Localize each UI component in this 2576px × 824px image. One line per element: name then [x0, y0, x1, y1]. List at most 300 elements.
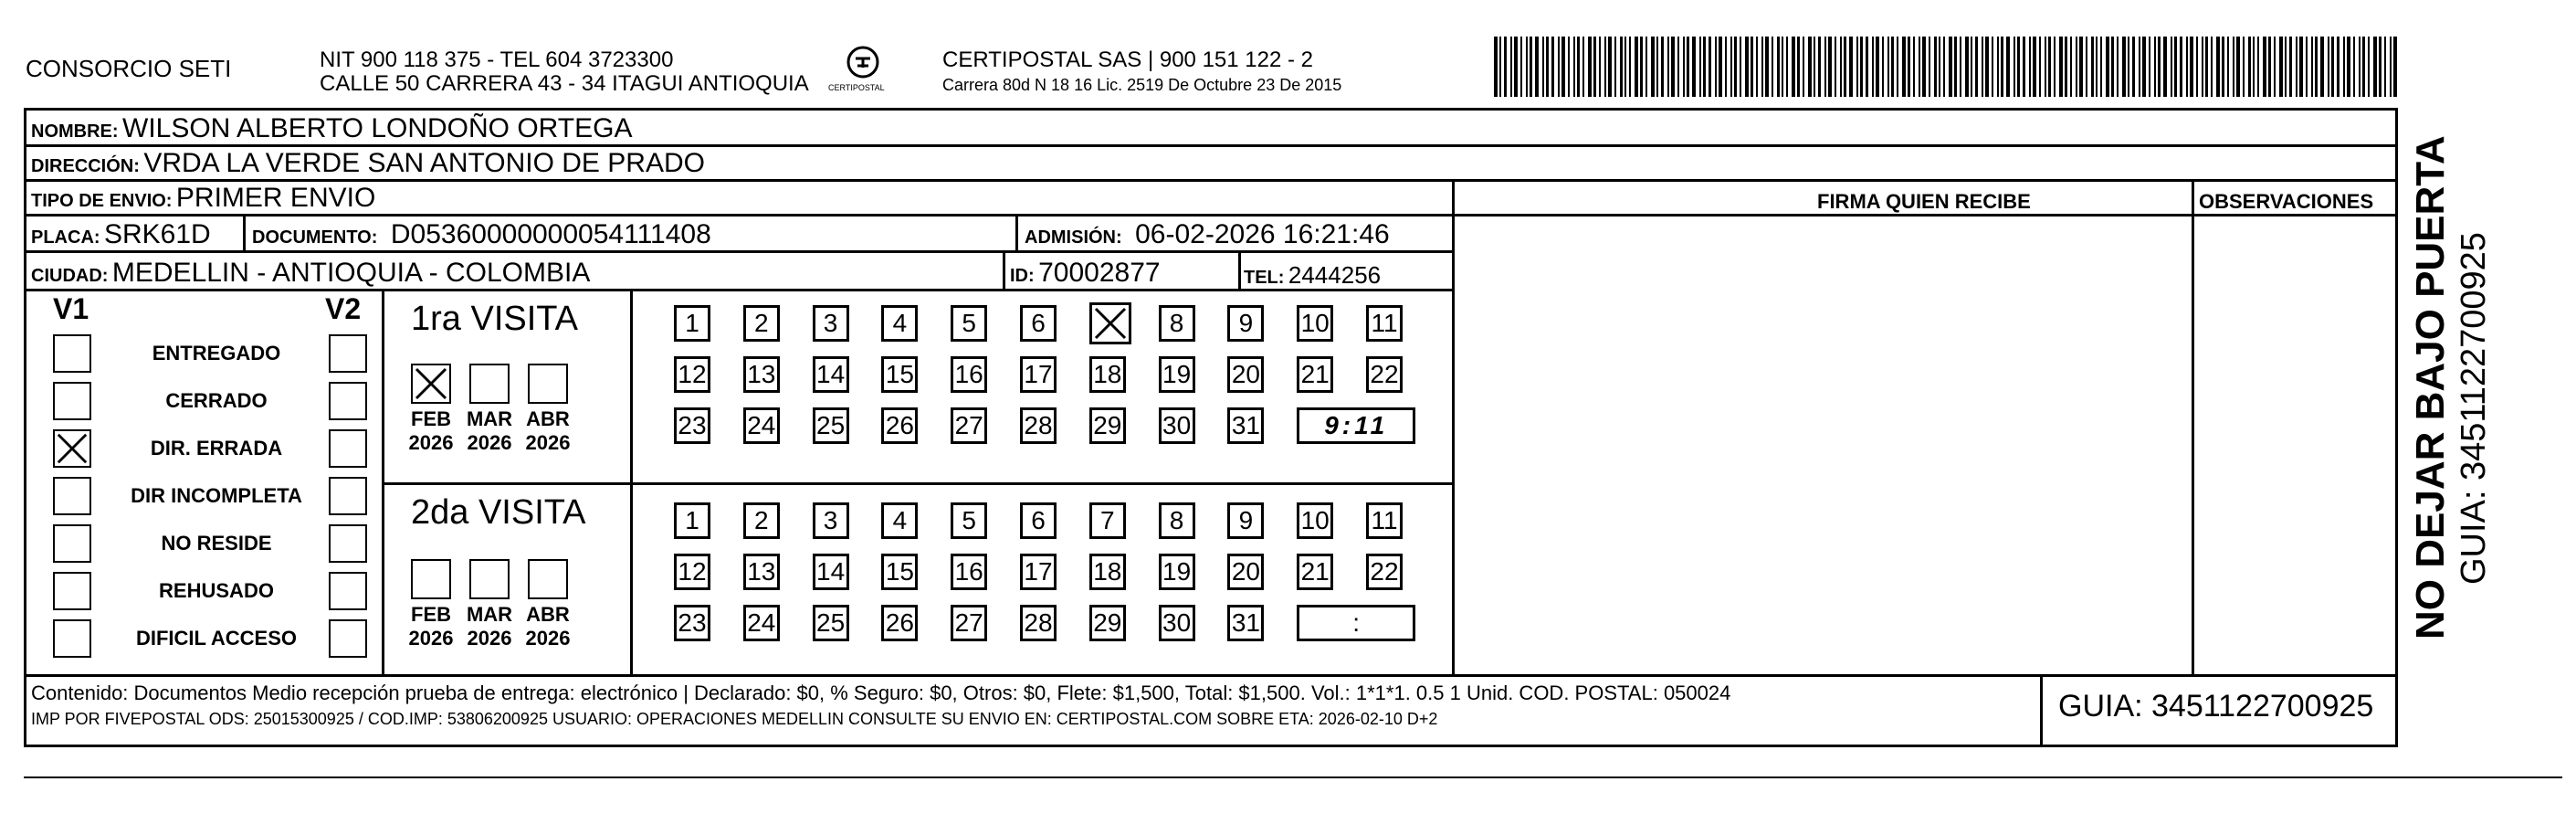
month-checkbox[interactable]	[411, 364, 451, 404]
firma-header: FIRMA QUIEN RECIBE	[1817, 190, 2031, 213]
barcode-bar	[1593, 37, 1596, 97]
barcode-bar	[2132, 37, 2135, 97]
placa-field: PLACA: SRK61D	[31, 219, 211, 249]
barcode-bar	[1656, 37, 1658, 97]
direccion-value: VRDA LA VERDE SAN ANTONIO DE PRADO	[143, 148, 705, 178]
v1-checkbox[interactable]	[53, 619, 91, 658]
certipostal-logo-icon	[826, 44, 899, 95]
barcode-bar	[2054, 37, 2056, 97]
barcode-bar	[2263, 37, 2266, 97]
barcode-bar	[2233, 37, 2234, 97]
barcode-bar	[2331, 37, 2334, 97]
barcode-bar	[2001, 37, 2003, 97]
barcode-bar	[1604, 37, 1606, 97]
barcode-bar	[1494, 37, 1498, 97]
barcode-bar	[2236, 37, 2240, 97]
time-box[interactable]	[1297, 407, 1415, 444]
barcode-bar	[2076, 37, 2077, 97]
day-box[interactable]: 25	[813, 605, 849, 641]
barcode-bar	[2306, 37, 2308, 97]
barcode-bar	[1860, 37, 1863, 97]
barcode-bar	[2320, 37, 2324, 97]
barcode-bar	[2279, 37, 2283, 97]
day-box[interactable]: 11	[1366, 502, 1403, 539]
v1-checkbox[interactable]	[53, 334, 91, 373]
barcode-bar	[1558, 37, 1560, 97]
barcode-bar	[2353, 37, 2355, 97]
barcode-bar	[1814, 37, 1815, 97]
id-value: 70002877	[1038, 258, 1161, 288]
guia-footer: GUIA: 3451122700925	[2058, 689, 2374, 724]
v2-checkbox[interactable]	[329, 619, 367, 658]
day-box[interactable]: 21	[1297, 356, 1333, 393]
v1-checkbox[interactable]	[53, 477, 91, 515]
barcode-bar	[1777, 37, 1780, 97]
barcode-bar	[2154, 37, 2156, 97]
tel-value: 2444256	[1288, 261, 1382, 289]
day-box[interactable]: 24	[743, 407, 780, 444]
v1-checkbox[interactable]	[53, 572, 91, 610]
day-box[interactable]: 26	[881, 407, 918, 444]
day-box[interactable]: 18	[1089, 554, 1126, 590]
barcode-bar	[1530, 37, 1532, 97]
barcode-bar	[1551, 37, 1554, 97]
barcode-bar	[2142, 37, 2146, 97]
barcode-bar	[2070, 37, 2072, 97]
barcode-bar	[2216, 37, 2220, 97]
barcode-bar	[1828, 37, 1832, 97]
day-box[interactable]: 28	[1020, 605, 1057, 641]
barcode-bar	[2171, 37, 2172, 97]
barcode-bar	[1677, 37, 1679, 97]
barcode-bar	[2359, 37, 2360, 97]
barcode-bar	[2202, 37, 2203, 97]
nombre-field: NOMBRE: WILSON ALBERTO LONDOÑO ORTEGA	[31, 113, 633, 143]
ciudad-field: CIUDAD: MEDELLIN - ANTIOQUIA - COLOMBIA	[31, 258, 591, 288]
barcode-bar	[2211, 37, 2213, 97]
barcode-bar	[1504, 37, 1507, 97]
barcode-bar	[1975, 37, 1978, 97]
day-box[interactable]: 29	[1089, 605, 1126, 641]
barcode-bar	[2190, 37, 2193, 97]
day-box[interactable]: 10	[1297, 502, 1333, 539]
barcode-bar	[1856, 37, 1858, 97]
barcode-bar	[2013, 37, 2015, 97]
barcode-bar	[2180, 37, 2182, 97]
barcode-bar	[2079, 37, 2083, 97]
day-box[interactable]: 13	[743, 356, 780, 393]
day-box[interactable]: 25	[813, 407, 849, 444]
barcode-bar	[2091, 37, 2094, 97]
barcode-bar	[2315, 37, 2318, 97]
visita2-title: 2da VISITA	[411, 493, 586, 532]
documento-value: D05360000000054111408	[390, 219, 711, 249]
barcode-bar	[1934, 37, 1937, 97]
status-label: DIR. ERRADA	[150, 437, 283, 460]
barcode-bar	[1573, 37, 1575, 97]
day-box[interactable]: 27	[951, 605, 987, 641]
barcode-bar	[1568, 37, 1570, 97]
day-box[interactable]: 4	[881, 305, 918, 342]
barcode-bar	[1891, 37, 1894, 97]
barcode-bar	[2285, 37, 2287, 97]
barcode-bar	[1745, 37, 1749, 97]
id-field: ID: 70002877	[1010, 258, 1161, 288]
barcode-bar	[1614, 37, 1616, 97]
courier-line: CERTIPOSTAL SAS | 900 151 122 - 2	[942, 48, 1313, 72]
barcode-bar	[1542, 37, 1544, 97]
v2-checkbox[interactable]	[329, 524, 367, 563]
barcode-bar	[1840, 37, 1842, 97]
day-box[interactable]: 10	[1297, 305, 1333, 342]
barcode-bar	[1887, 37, 1889, 97]
barcode-bar	[1756, 37, 1758, 97]
barcode-bar	[2390, 37, 2392, 97]
day-box[interactable]: 3	[813, 502, 849, 539]
barcode-bar	[2196, 37, 2198, 97]
month-checkbox[interactable]	[469, 364, 510, 404]
day-box[interactable]: 28	[1020, 407, 1057, 444]
day-box[interactable]: 27	[951, 407, 987, 444]
barcode-bar	[1582, 37, 1584, 97]
barcode-bar	[2111, 37, 2114, 97]
barcode-bar	[1929, 37, 1930, 97]
v2-checkbox[interactable]	[329, 572, 367, 610]
day-box[interactable]	[1089, 302, 1131, 344]
barcode-bar	[2227, 37, 2229, 97]
barcode-bar	[1751, 37, 1753, 97]
barcode-bar	[2059, 37, 2063, 97]
day-box[interactable]: 7	[1089, 502, 1126, 539]
day-box[interactable]: 22	[1366, 356, 1403, 393]
barcode-bar	[2248, 37, 2251, 97]
barcode-bar	[2299, 37, 2303, 97]
barcode-bar	[2100, 37, 2102, 97]
barcode-bar	[1608, 37, 1612, 97]
barcode-bar	[2368, 37, 2370, 97]
barcode-bar	[1687, 37, 1689, 97]
day-box[interactable]: 19	[1159, 554, 1195, 590]
day-box[interactable]: 2	[743, 305, 780, 342]
day-box[interactable]: 15	[881, 554, 918, 590]
admision-value: 06-02-2026 16:21:46	[1135, 219, 1390, 249]
company-name: CONSORCIO SETI	[26, 55, 232, 82]
tipo-value: PRIMER ENVIO	[175, 183, 376, 213]
day-box[interactable]: 31	[1227, 605, 1264, 641]
barcode-bar	[1965, 37, 1969, 97]
barcode-bar	[1765, 37, 1769, 97]
day-box[interactable]: 12	[674, 356, 710, 393]
status-label: CERRADO	[165, 389, 268, 412]
barcode-bar	[2328, 37, 2329, 97]
barcode-bar	[1866, 37, 1868, 97]
day-box[interactable]: 2	[743, 502, 780, 539]
month-label: MAR 2026	[466, 603, 513, 650]
barcode-bar	[1703, 37, 1706, 97]
day-box[interactable]: 9	[1227, 502, 1264, 539]
direccion-field: DIRECCIÓN: VRDA LA VERDE SAN ANTONIO DE PRADO	[31, 148, 705, 178]
check-x-icon	[55, 431, 89, 466]
day-box[interactable]: 8	[1159, 502, 1195, 539]
time-value: 9:11	[1324, 411, 1389, 439]
v2-checkbox[interactable]	[329, 477, 367, 515]
barcode-bar	[2139, 37, 2140, 97]
barcode-bar	[2362, 37, 2365, 97]
day-box[interactable]: 20	[1227, 356, 1264, 393]
barcode-bar	[1882, 37, 1884, 97]
day-box[interactable]: 14	[813, 356, 849, 393]
day-box[interactable]: 22	[1366, 554, 1403, 590]
barcode-bar	[1772, 37, 1773, 97]
barcode-bar	[1671, 37, 1675, 97]
barcode-bar	[1897, 37, 1898, 97]
day-box[interactable]: 5	[951, 305, 987, 342]
bottom-rule	[24, 776, 2562, 778]
barcode-bar	[1520, 37, 1522, 97]
day-box[interactable]: 13	[743, 554, 780, 590]
barcode-bar	[2186, 37, 2188, 97]
barcode-bar	[1913, 37, 1915, 97]
contenido-text: Contenido: Documentos Medio recepción prueba de entrega: electrónico | Declarado: $0, % Seguro: $0, Otros: $0, Flete: $1,500, Total: $1,500. Vol.: 1*1*1. 0.5 1 Unid. COD. POSTAL: 050024	[31, 681, 1731, 704]
v2-checkbox[interactable]	[329, 334, 367, 373]
barcode-bar	[1761, 37, 1763, 97]
day-box[interactable]: 12	[674, 554, 710, 590]
barcode-bar	[2039, 37, 2041, 97]
barcode-bar	[2253, 37, 2255, 97]
check-x-icon	[1092, 305, 1129, 342]
barcode-bar	[1620, 37, 1623, 97]
barcode-bar	[1985, 37, 1989, 97]
barcode-bar	[1954, 37, 1957, 97]
status-label: NO RESIDE	[161, 532, 272, 555]
logo-caption: CERTIPOSTAL	[828, 83, 885, 92]
barcode-bar	[1992, 37, 1993, 97]
month-checkbox[interactable]	[528, 364, 568, 404]
day-box[interactable]: 23	[674, 605, 710, 641]
check-x-icon	[413, 365, 449, 402]
barcode-bar	[1683, 37, 1685, 97]
barcode-bar	[2268, 37, 2271, 97]
day-box[interactable]: 29	[1089, 407, 1126, 444]
barcode-bar	[1922, 37, 1926, 97]
month-checkbox[interactable]	[528, 559, 568, 599]
barcode-bar	[2174, 37, 2177, 97]
barcode-bar	[1588, 37, 1592, 97]
barcode-bar	[2029, 37, 2031, 97]
barcode-bar	[1651, 37, 1655, 97]
barcode-bar	[2149, 37, 2150, 97]
barcode-bar	[1719, 37, 1722, 97]
month-label: FEB 2026	[408, 603, 454, 650]
barcode-bar	[1872, 37, 1874, 97]
barcode-bar	[2117, 37, 2119, 97]
day-box[interactable]: 30	[1159, 407, 1195, 444]
barcode-bar	[1818, 37, 1821, 97]
barcode-bar	[1629, 37, 1631, 97]
day-box[interactable]: 4	[881, 502, 918, 539]
barcode	[1494, 37, 2407, 97]
barcode-bar	[2393, 37, 2397, 97]
barcode-bar	[1526, 37, 1528, 97]
barcode-bar	[1782, 37, 1783, 97]
barcode-bar	[1835, 37, 1836, 97]
barcode-bar	[1939, 37, 1940, 97]
barcode-bar	[1824, 37, 1826, 97]
status-label: ENTREGADO	[152, 342, 281, 364]
barcode-bar	[1876, 37, 1879, 97]
day-box[interactable]: 19	[1159, 356, 1195, 393]
day-box[interactable]: 6	[1020, 305, 1057, 342]
barcode-bar	[1577, 37, 1580, 97]
barcode-bar	[1499, 37, 1501, 97]
barcode-bar	[1803, 37, 1804, 97]
barcode-bar	[1902, 37, 1906, 97]
barcode-bar	[1844, 37, 1846, 97]
courier-sub: Carrera 80d N 18 16 Lic. 2519 De Octubre 23 De 2015	[942, 76, 1342, 94]
barcode-bar	[2048, 37, 2051, 97]
barcode-bar	[1971, 37, 1972, 97]
barcode-bar	[1786, 37, 1788, 97]
v1-checkbox[interactable]	[53, 382, 91, 420]
guia-side: GUIA: 3451122700925	[2455, 232, 2493, 585]
day-box[interactable]: 8	[1159, 305, 1195, 342]
day-box[interactable]: 14	[813, 554, 849, 590]
day-box[interactable]: 17	[1020, 356, 1057, 393]
barcode-bar	[1661, 37, 1664, 97]
barcode-bar	[2006, 37, 2010, 97]
barcode-bar	[2122, 37, 2126, 97]
barcode-bar	[1624, 37, 1626, 97]
barcode-bar	[1535, 37, 1539, 97]
barcode-bar	[1699, 37, 1701, 97]
barcode-bar	[1960, 37, 1961, 97]
barcode-bar	[1510, 37, 1512, 97]
barcode-bar	[2163, 37, 2167, 97]
day-box[interactable]: 18	[1089, 356, 1126, 393]
day-box[interactable]: 17	[1020, 554, 1057, 590]
barcode-bar	[1734, 37, 1737, 97]
day-box[interactable]: 21	[1297, 554, 1333, 590]
day-box[interactable]: 1	[674, 305, 710, 342]
barcode-bar	[1740, 37, 1741, 97]
nombre-value: WILSON ALBERTO LONDOÑO ORTEGA	[122, 113, 633, 143]
barcode-bar	[1792, 37, 1795, 97]
barcode-bar	[1667, 37, 1669, 97]
barcode-bar	[2373, 37, 2377, 97]
barcode-bar	[1635, 37, 1638, 97]
day-box[interactable]: 24	[743, 605, 780, 641]
imp-text: IMP POR FIVEPOSTAL ODS: 25015300925 / COD.IMP: 53806200925 USUARIO: OPERACIONES MEDELLIN CONSULTE SU ENVIO EN: CERTIPOSTAL.COM SOBRE ETA: 2026-02-10 D+2	[31, 710, 1438, 728]
barcode-bar	[2257, 37, 2259, 97]
barcode-bar	[2023, 37, 2025, 97]
barcode-bar	[1645, 37, 1647, 97]
barcode-bar	[1849, 37, 1853, 97]
day-box[interactable]: 30	[1159, 605, 1195, 641]
v2-checkbox[interactable]	[329, 429, 367, 468]
barcode-bar	[2384, 37, 2386, 97]
month-checkbox[interactable]	[469, 559, 510, 599]
month-label: MAR 2026	[466, 407, 513, 454]
barcode-bar	[2065, 37, 2067, 97]
nit-line: NIT 900 118 375 - TEL 604 3723300	[320, 48, 674, 72]
barcode-bar	[2222, 37, 2224, 97]
barcode-bar	[2289, 37, 2292, 97]
barcode-bar	[1908, 37, 1910, 97]
address-line: CALLE 50 CARRERA 43 - 34 ITAGUI ANTIOQUIA	[320, 71, 809, 96]
day-box[interactable]: 11	[1366, 305, 1403, 342]
month-label: ABR 2026	[525, 603, 571, 650]
day-box[interactable]: 1	[674, 502, 710, 539]
barcode-bar	[1997, 37, 1999, 97]
barcode-bar	[2274, 37, 2276, 97]
barcode-bar	[1808, 37, 1812, 97]
barcode-bar	[2243, 37, 2245, 97]
day-box[interactable]: 3	[813, 305, 849, 342]
month-label: FEB 2026	[408, 407, 454, 454]
barcode-bar	[2086, 37, 2087, 97]
barcode-bar	[1919, 37, 1920, 97]
placa-value: SRK61D	[104, 219, 211, 249]
barcode-bar	[2311, 37, 2313, 97]
documento-field: DOCUMENTO: D05360000000054111408	[252, 219, 711, 249]
v2-checkbox[interactable]	[329, 382, 367, 420]
visita1-title: 1ra VISITA	[411, 300, 579, 338]
day-box[interactable]: 16	[951, 554, 987, 590]
barcode-bar	[1640, 37, 1643, 97]
ciudad-value: MEDELLIN - ANTIOQUIA - COLOMBIA	[111, 258, 591, 288]
barcode-bar	[2158, 37, 2161, 97]
barcode-bar	[2347, 37, 2350, 97]
barcode-bar	[1982, 37, 1983, 97]
day-box[interactable]: 23	[674, 407, 710, 444]
v2-header: V2	[325, 292, 362, 325]
barcode-bar	[1514, 37, 1518, 97]
barcode-bar	[1949, 37, 1952, 97]
day-box[interactable]: 9	[1227, 305, 1264, 342]
barcode-bar	[2045, 37, 2046, 97]
barcode-bar	[1709, 37, 1711, 97]
v1-header: V1	[53, 292, 89, 325]
barcode-bar	[1943, 37, 1945, 97]
status-label: DIR INCOMPLETA	[131, 484, 302, 507]
barcode-bar	[2343, 37, 2345, 97]
day-box[interactable]: 20	[1227, 554, 1264, 590]
admision-field: ADMISIÓN: 06-02-2026 16:21:46	[1025, 219, 1390, 249]
day-box[interactable]: 6	[1020, 502, 1057, 539]
day-box[interactable]: 31	[1227, 407, 1264, 444]
v1-checkbox[interactable]	[53, 429, 91, 468]
v1-checkbox[interactable]	[53, 524, 91, 563]
day-box[interactable]: 16	[951, 356, 987, 393]
barcode-bar	[2337, 37, 2339, 97]
barcode-bar	[2379, 37, 2381, 97]
barcode-bar	[1599, 37, 1601, 97]
time-box[interactable]	[1297, 605, 1415, 641]
barcode-bar	[2128, 37, 2129, 97]
barcode-bar	[1715, 37, 1717, 97]
day-box[interactable]: 15	[881, 356, 918, 393]
barcode-bar	[1725, 37, 1727, 97]
time-value: :	[1352, 608, 1361, 637]
barcode-bar	[1730, 37, 1732, 97]
no-dejar-bajo-puerta: NO DEJAR BAJO PUERTA	[2408, 135, 2453, 639]
barcode-bar	[2205, 37, 2208, 97]
tipo-field: TIPO DE ENVIO: PRIMER ENVIO	[31, 183, 376, 213]
month-checkbox[interactable]	[411, 559, 451, 599]
day-box[interactable]: 26	[881, 605, 918, 641]
barcode-bar	[2296, 37, 2297, 97]
day-box[interactable]: 5	[951, 502, 987, 539]
